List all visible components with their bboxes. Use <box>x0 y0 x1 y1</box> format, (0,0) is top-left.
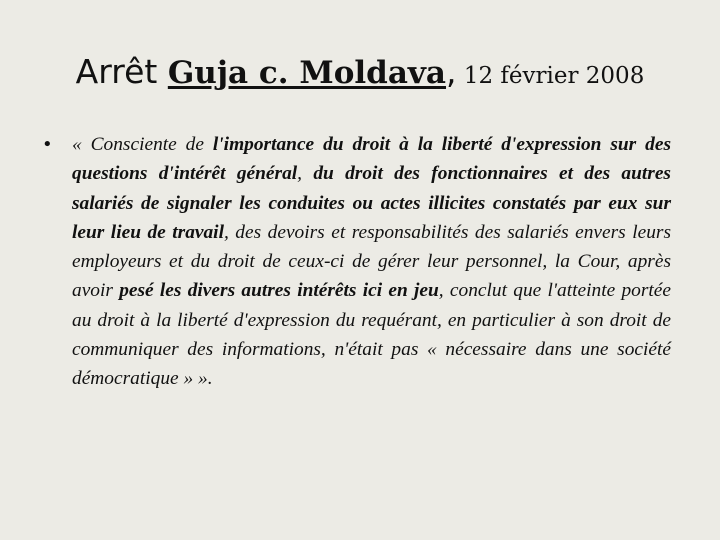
quote-segment: , <box>297 163 314 185</box>
quote-segment: , des devoirs et responsabilités des salariés envers leurs employeurs et du droit de ceux-ci de gérer leur personnel, la Cour, après avoir <box>72 221 671 302</box>
judgment-date: 12 février 2008 <box>456 63 645 89</box>
quote-emphasis: pesé les divers autres intérêts ici en jeu <box>119 280 439 302</box>
quote-segment: , conclut que l'atteinte portée au droit à la liberté d'expression du requérant, en particulier à son droit de communiquer des informations, n'était pas « nécessaire dans une société démocratique » ». <box>72 280 671 390</box>
title-prefix: Arrêt <box>75 52 168 91</box>
quote-text <box>72 130 671 394</box>
slide-title <box>0 52 720 96</box>
quote-segment: « Consciente de <box>72 134 213 155</box>
bullet-marker: • <box>42 134 53 155</box>
quote-emphasis: l'importance du droit à la liberté d'expression sur des questions d'intérêt général <box>72 134 671 185</box>
title-separator: , <box>446 52 457 91</box>
case-name: Guja c. Moldava <box>167 55 447 91</box>
quote-emphasis: du droit des fonctionnaires et des autres salariés de signaler les conduites ou actes illicites constatés par eux sur leur lieu de travail <box>72 163 671 243</box>
